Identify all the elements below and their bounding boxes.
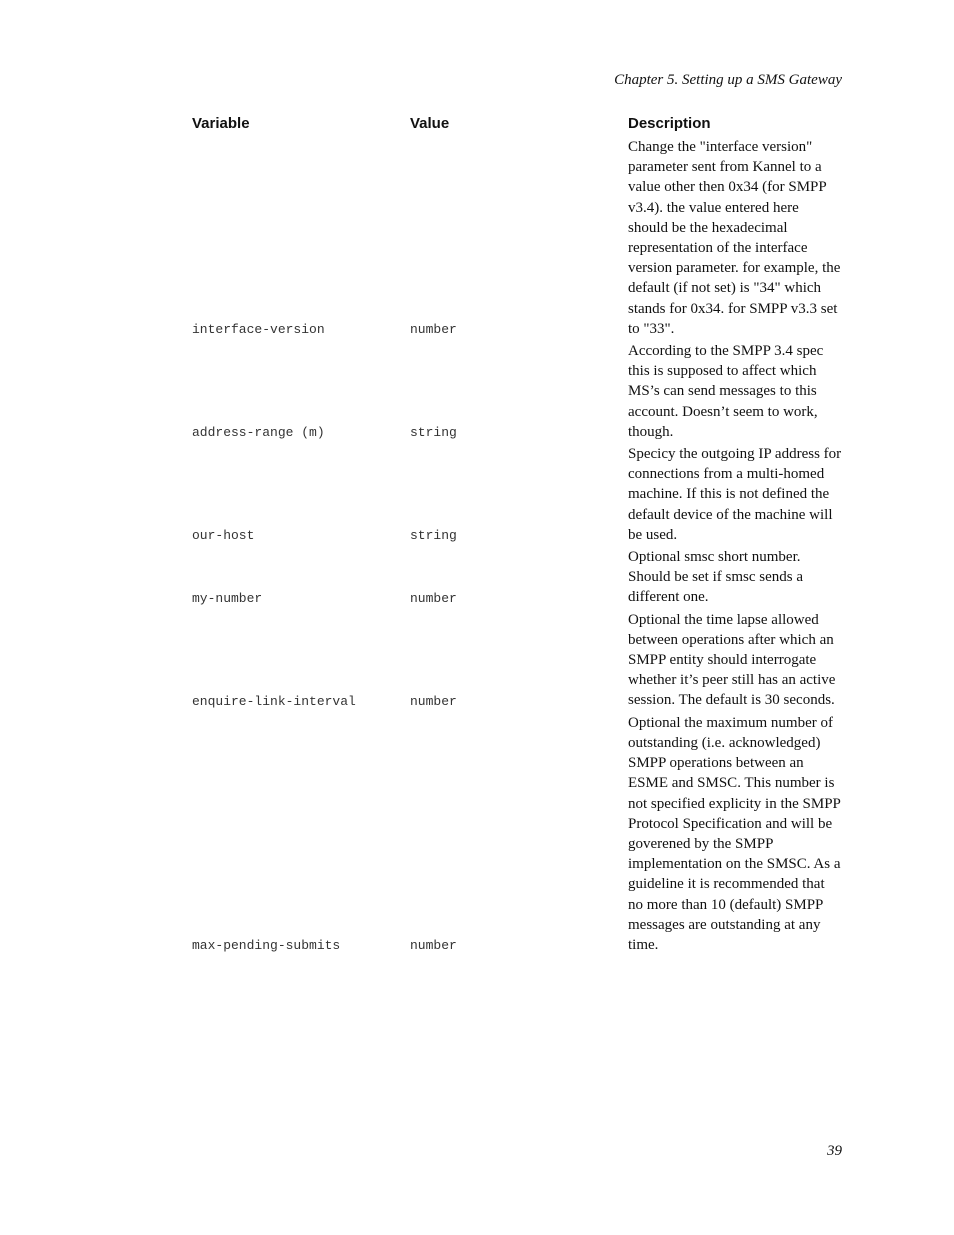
table-row	[0, 610, 954, 711]
value-cell: number	[410, 322, 457, 338]
description-cell: According to the SMPP 3.4 spec this is supposed to affect which MS’s can send messages to this account. Doesn’t seem to work, though.	[628, 343, 824, 440]
value-cell: number	[410, 938, 457, 954]
column-header-value: Value	[410, 115, 450, 132]
column-header-variable: Variable	[192, 115, 250, 132]
variable-cell: address-range (m)	[192, 425, 325, 441]
running-header: Chapter 5. Setting up a SMS Gateway	[614, 72, 842, 88]
description-cell: Specicy the outgoing IP address for connections from a multi-homed machine. If this is not defined the default device of the machine will be used.	[628, 446, 842, 543]
variable-cell: max-pending-submits	[192, 938, 341, 954]
variable-cell: our-host	[192, 528, 255, 544]
parameter-table	[0, 137, 954, 957]
description-cell: Change the "interface version" parameter sent from Kannel to a value other then 0x34 (for SMPP v3.4). the value entered here should be the hexadecimal representation of the interface version parameter. for example, the default (if not set) is "34" which stands for 0x34. for SMPP v3.3 set to "33".	[628, 139, 841, 337]
value-cell: string	[410, 528, 457, 544]
description-cell: Optional the maximum number of outstanding (i.e. acknowledged) SMPP operations between an ESME and SMSC. This number is not specified explicity in the SMPP Protocol Specification and will be goverened by the SMPP implementation on the SMSC. As a guideline it is recommended that no more than 10 (default) SMPP messages are outstanding at any time.	[628, 714, 841, 953]
page-number: 39	[827, 1143, 842, 1159]
table-row	[0, 137, 954, 339]
value-cell: number	[410, 693, 457, 709]
description-cell: Optional the time lapse allowed between operations after which an SMPP entity should interrogate whether it’s peer still has an active session. The default is 30 seconds.	[628, 611, 836, 709]
variable-cell: enquire-link-interval	[192, 693, 356, 709]
value-cell: number	[410, 590, 457, 606]
table-row	[0, 547, 954, 608]
table-row	[0, 444, 954, 545]
column-header-description: Description	[628, 115, 711, 132]
value-cell: string	[410, 425, 457, 441]
description-cell: Optional smsc short number. Should be set if smsc sends a different one.	[628, 549, 803, 606]
table-row	[0, 341, 954, 442]
variable-cell: my-number	[192, 590, 263, 606]
variable-cell: interface-version	[192, 322, 325, 338]
table-row	[0, 713, 954, 955]
